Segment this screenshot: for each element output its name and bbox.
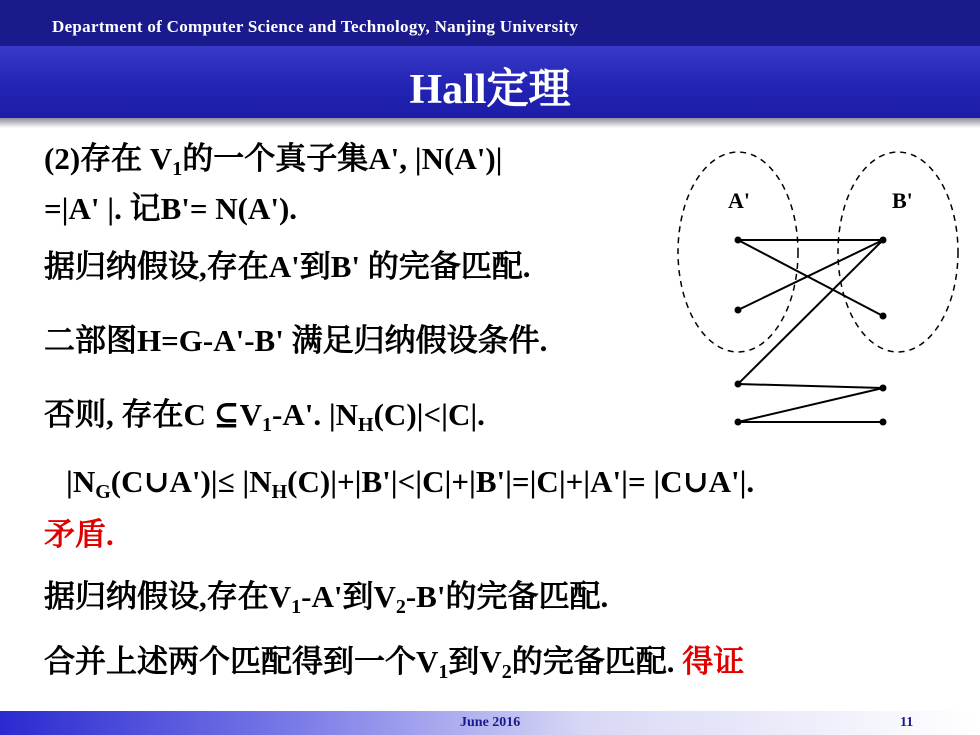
- vertex: [880, 385, 887, 392]
- bipartite-graph-diagram: [660, 140, 970, 440]
- matching-edges: [738, 240, 883, 422]
- header-bar: [0, 0, 980, 46]
- vertex: [735, 419, 742, 426]
- vertex: [880, 419, 887, 426]
- text-line-9: 合并上述两个匹配得到一个$V_1$到$V_2$的完备匹配. 得证: [44, 644, 745, 683]
- text-line-5: 否则, 存在C $⊆V_1-A'$. $|N_H(C)|<|C|$.: [44, 397, 485, 436]
- label-b-prime: B': [892, 188, 913, 213]
- text-line-6: $|N_G(C\cup A')|\le |N_H(C)|+|B'|<|C|+|B'|=|C|+|A'|=$ |C∪A'|.: [66, 464, 755, 503]
- text-line-1: (2)存在 $V_1$的一个真子集A', |N(A')|: [44, 141, 503, 180]
- text-line-4: 二部图H=G-A'-B' 满足归纳假设条件.: [44, 323, 548, 358]
- page-number: 11: [900, 715, 914, 730]
- set-a-ellipse: [678, 152, 798, 352]
- text-line-7: 矛盾.: [44, 517, 114, 552]
- vertex: [880, 313, 887, 320]
- label-a-prime: A': [728, 188, 750, 213]
- slide-title: Hall定理: [409, 67, 571, 113]
- footer-bar: [0, 711, 980, 735]
- title-shadow: [0, 118, 980, 128]
- graph-vertices: [735, 237, 887, 426]
- text-line-8: 据归纳假设,存在$V_1-A'$到$V_2-B'$的完备匹配.: [44, 579, 609, 618]
- vertex: [735, 237, 742, 244]
- vertex: [735, 381, 742, 388]
- text-line-2: =|A' |. 记B'= N(A').: [44, 191, 298, 226]
- footer-date: June 2016: [460, 715, 521, 730]
- text-line-3: 据归纳假设,存在A'到B' 的完备匹配.: [44, 249, 531, 284]
- vertex: [880, 237, 887, 244]
- vertex: [735, 307, 742, 314]
- title-bar: [0, 46, 980, 118]
- institution-name: Department of Computer Science and Technology, Nanjing University: [52, 17, 579, 36]
